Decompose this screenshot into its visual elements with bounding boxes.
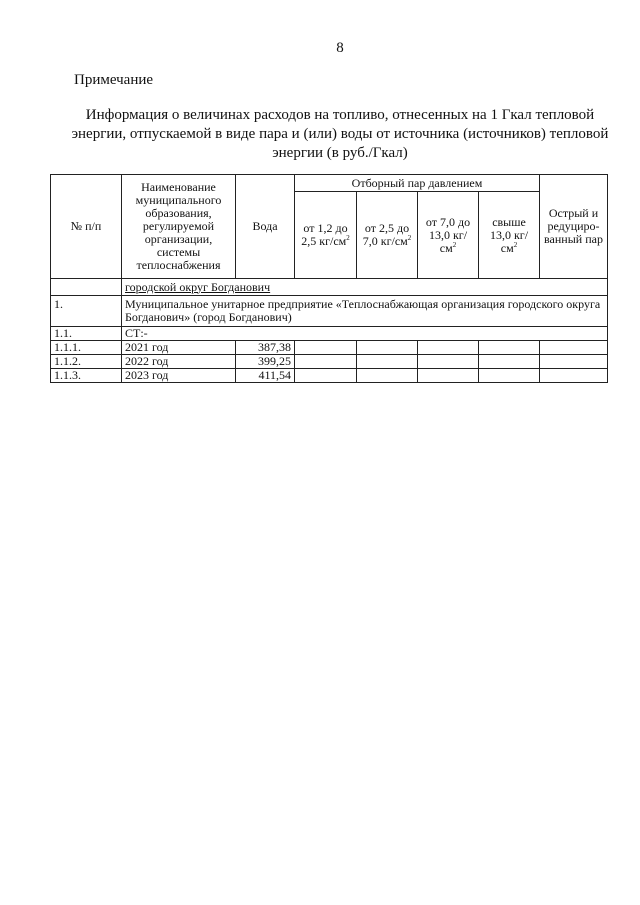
org-row — [51, 296, 608, 327]
row-num: 1.1.2. — [51, 355, 122, 369]
header-name: Наименование муниципального образования, регулируемой организации, системы теплоснабжения — [122, 175, 236, 279]
header-pressure-3: от 7,0 до 13,0 $кг/см^2$ — [418, 192, 479, 279]
row-num: 1.1.3. — [51, 369, 122, 383]
system-num: 1.1. — [51, 327, 122, 341]
org-name: Муниципальное унитарное предприятие «Теплоснабжающая организация городского округа Богданович» (город Богданович) — [122, 296, 608, 327]
system-row — [51, 327, 608, 341]
row-year: 2023 год — [122, 369, 236, 383]
row-year: 2022 год — [122, 355, 236, 369]
header-pressure-2: от 2,5 до 7,0 $кг/см^2$ — [357, 192, 418, 279]
header-pressure-4: свыше 13,0 $кг/см^2$ — [479, 192, 540, 279]
header-pressure-1: от 1,2 до 2,5 $кг/см^2$ — [295, 192, 357, 279]
header-steam-group: Отборный пар давлением — [295, 175, 540, 192]
row-water: 387,38 — [236, 341, 295, 355]
group-row — [51, 279, 608, 296]
header-sharp-steam: Острый и редуциро-ванный пар — [540, 175, 608, 279]
header-num: № п/п — [51, 175, 122, 279]
group-title: городской округ Богданович — [122, 279, 608, 296]
header-row-1 — [51, 175, 608, 192]
org-num: 1. — [51, 296, 122, 327]
note-label: Примечание — [74, 72, 154, 88]
system-name: СТ:- — [122, 327, 608, 341]
row-water: 399,25 — [236, 355, 295, 369]
row-water: 411,54 — [236, 369, 295, 383]
table-row — [51, 355, 608, 369]
document-title: Информация о величинах расходов на топливо, отнесенных на 1 Гкал тепловой энергии, отпускаемой в виде пара и (или) воды от источника (источников) тепловой энергии (в руб./Гкал) — [71, 107, 609, 161]
header-water: Вода — [236, 175, 295, 279]
fuel-cost-table — [50, 174, 608, 383]
row-num: 1.1.1. — [51, 341, 122, 355]
page-number: 8 — [336, 40, 344, 56]
row-year: 2021 год — [122, 341, 236, 355]
table-row — [51, 369, 608, 383]
table-row — [51, 341, 608, 355]
